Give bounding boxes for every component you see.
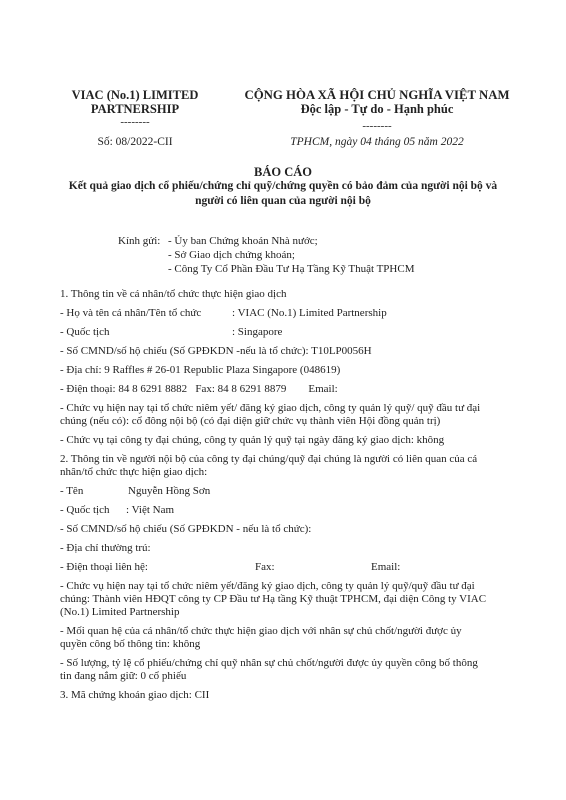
s1-name-label: - Họ và tên cá nhân/Tên tổ chức: [60, 307, 202, 319]
section2-heading-line1: 2. Thông tin về người nội bộ của công ty đại chúng/quỹ đại chúng là người có liên quan của cá: [60, 453, 478, 465]
s2-fax-label: Fax:: [255, 561, 275, 573]
country-motto: Độc lập - Tự do - Hạnh phúc: [300, 102, 454, 116]
date-place: TPHCM, ngày 04 tháng 05 năm 2022: [290, 136, 464, 148]
s1-id-line: - Số CMND/số hộ chiếu (Số GPĐKDN -nếu là tổ chức): T10LP0056H: [60, 345, 372, 357]
country-rule: --------: [362, 120, 392, 132]
org-name-line1: VIAC (No.1) LIMITED: [71, 88, 199, 102]
s2-nationality-value: : Việt Nam: [126, 504, 175, 516]
s2-relation-line2: quyền công bố thông tin: không: [60, 638, 201, 650]
s2-name-label: - Tên: [60, 485, 84, 497]
s1-position-line1: - Chức vụ hiện nay tại tổ chức niêm yết/ đăng ký giao dịch, công ty quản lý quỹ/ quỹ đầu tư đại: [60, 402, 481, 414]
s1-position-at-trade: - Chức vụ tại công ty đại chúng, công ty quản lý quỹ tại ngày đăng ký giao dịch: không: [60, 434, 445, 446]
s2-phone-label: - Điện thoại liên hệ:: [60, 561, 148, 573]
s1-address-line: - Địa chỉ: 9 Raffles # 26-01 Republic Plaza Singapore (048619): [60, 364, 341, 376]
s2-position-line3: (No.1) Limited Partnership: [60, 606, 180, 618]
s2-position-line1: - Chức vụ hiện nay tại tổ chức niêm yết/đăng ký giao dịch, công ty quản lý quỹ/quỹ đầu tư đại: [60, 580, 475, 592]
org-rule: --------: [120, 116, 150, 128]
org-name-line2: PARTNERSHIP: [90, 102, 180, 116]
s2-nationality-label: - Quốc tịch: [60, 504, 110, 516]
s1-phone-line: - Điện thoại: 84 8 6291 8882 Fax: 84 8 6291 8879 Email:: [60, 383, 338, 395]
s2-id-line: - Số CMND/số hộ chiếu (Số GPĐKDN - nếu là tổ chức):: [60, 523, 312, 535]
doc-number: Số: 08/2022-CII: [97, 136, 173, 148]
recipient-item: - Công Ty Cổ Phần Đầu Tư Hạ Tầng Kỹ Thuật TPHCM: [168, 263, 415, 275]
s2-email-label: Email:: [371, 561, 401, 573]
country-name: CỘNG HÒA XÃ HỘI CHỦ NGHĨA VIỆT NAM: [244, 88, 510, 102]
s1-nationality-value: : Singapore: [232, 326, 283, 338]
s2-holding-line2: tin đang nắm giữ: 0 cổ phiếu: [60, 670, 187, 682]
s1-position-line2: chúng (nếu có): cổ đông nội bộ (có đại diện giữ chức vụ thành viên Hội đồng quản trị): [60, 415, 441, 427]
s2-name-value: Nguyễn Hồng Sơn: [128, 485, 211, 497]
report-subtitle-line2: người có liên quan của người nội bộ: [195, 195, 371, 207]
recipient-item: - Ủy ban Chứng khoán Nhà nước;: [168, 235, 318, 247]
recipient-item: - Sở Giao dịch chứng khoán;: [168, 249, 295, 261]
section2-heading-line2: nhân/tổ chức thực hiện giao dịch:: [60, 466, 208, 478]
section3-heading: 3. Mã chứng khoán giao dịch: CII: [60, 689, 210, 701]
s2-relation-line1: - Mối quan hệ của cá nhân/tổ chức thực hiện giao dịch với nhân sự chủ chốt/người được ủy: [60, 625, 462, 637]
section1-heading: 1. Thông tin về cá nhân/tổ chức thực hiện giao dịch: [60, 288, 287, 300]
recipients-label: Kính gửi:: [118, 235, 161, 247]
report-subtitle-line1: Kết quả giao dịch cổ phiếu/chứng chỉ quỹ/chứng quyền có bảo đảm của người nội bộ và: [68, 180, 498, 192]
s2-address-line: - Địa chỉ thường trú:: [60, 542, 151, 554]
s2-holding-line1: - Số lượng, tỷ lệ cổ phiếu/chứng chỉ quỹ nhân sự chủ chốt/người được ủy quyền công bố thông: [60, 657, 478, 669]
s2-position-line2: chúng: Thành viên HĐQT công ty CP Đầu tư Hạ tầng Kỹ thuật TPHCM, đại diện Công ty VIAC: [60, 593, 487, 605]
s1-nationality-label: - Quốc tịch: [60, 326, 110, 338]
report-title: BÁO CÁO: [254, 165, 312, 179]
s1-name-value: : VIAC (No.1) Limited Partnership: [232, 307, 387, 319]
